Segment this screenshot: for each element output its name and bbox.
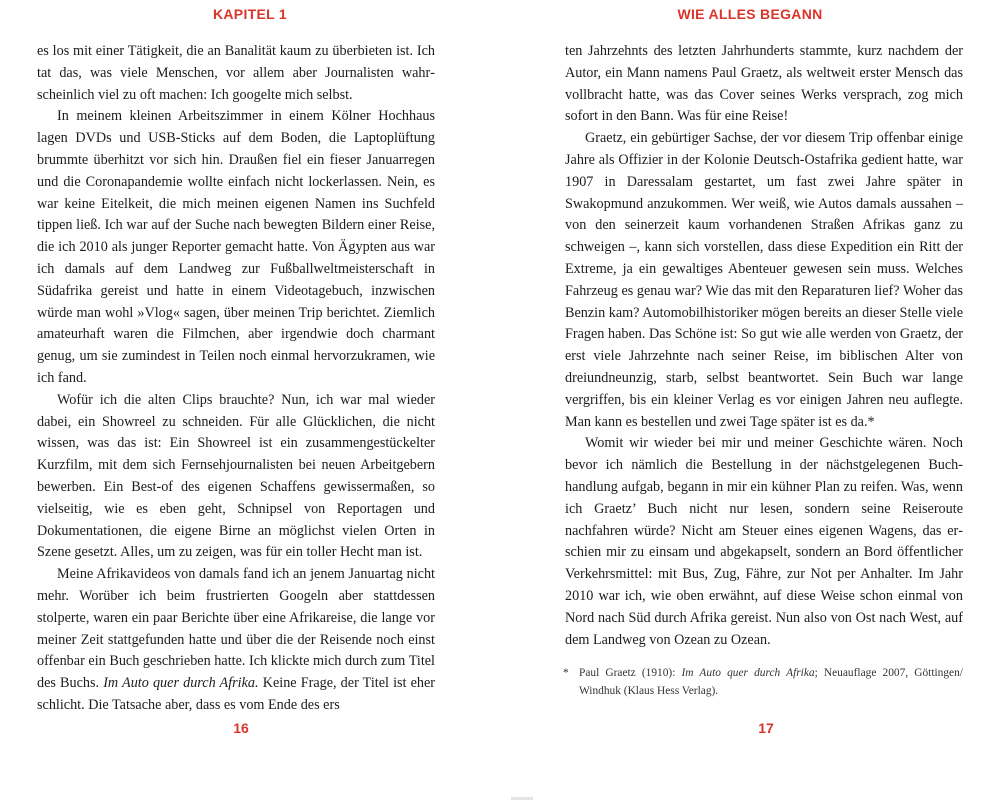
paragraph: Graetz, ein gebürtiger Sachse, der vor diesem Trip offenbar einige Jahre als Offizier in der Kolonie Deutsch-Ostafrika gedient hatte, war 1907 in Daressalam gestartet, um fast zwei Jahre später in Swakopmund anzukommen. Wer weiß, wie Autos damals aussahen – von den seinerzeit kaum vorhandenen Straßen Afrikas ganz zu schweigen –, kann sich vorstellen, dass diese Expedition ein Ritt der Extreme, ja ein gewaltiges Abenteuer gewesen sein muss. Welches Fahrzeug es genau war? Wie das mit den Reparaturen lief? Woher das Benzin kam? Automobilhistoriker mögen bereits an dieser Stelle viele Fragen haben. Das Schöne ist: So gut wie alle werden von Graetz, der erst viele Jahrzehnte nach seiner Reise, im biblischen Alter von dreiundneunzig, starb, selbst beantwortet. Sein Buch war lange vergriffen, bis ein kleiner Verlag es vor einigen Jahren neu auflegte. Man kann es bestellen und zwei Tage später ist es da.*	[565, 130, 963, 430]
paragraph: ten Jahrzehnts des letzten Jahrhunderts stammte, kurz nachdem der Autor, ein Mann namens Paul Graetz, als weltweit erster Mensch das vollbracht hatte, was das Cover seines Werks versprach, zog mich sofort in den Bann. Was für eine Reise!	[565, 43, 963, 125]
footnote-text	[565, 664, 963, 700]
paragraph: Wofür ich die alten Clips brauchte? Nun, ich war mal wieder dabei, ein Showreel zu schneiden. Für alle Glücklichen, die nicht wissen, was das ist: Ein Showreel ist ein zusammengestückelter Kurzfilm, mit dem sich Fernsehjournalisten bei neuen Arbeitgebern bewerben. Ein Best-of des eigenen Schaffens gewissermaßen, so vielseitig, wie es eben geht, Schnipsel von Reportagen und Dokumentationen, die eigene Birne an möglichst vielen Orten in Szene gesetzt. Alles, um zu zeigen, was für ein toller Hecht man ist.	[37, 391, 435, 561]
paragraph: es los mit einer Tätigkeit, die an Banalität kaum zu überbieten ist. Ich tat das, was viele Menschen, vor allem aber Journalisten wahrscheinlich viel zu oft machen: Ich googelte mich selbst.	[37, 43, 435, 103]
book-title-italic: Im Auto quer durch Afrika.	[103, 675, 259, 692]
running-head-section: WIE ALLES BEGANN	[677, 6, 823, 22]
footnote-publication: ; Neuauflage 2007, Göttingen/ Windhuk (Klaus Hess Verlag).	[579, 667, 963, 697]
page-number-right: 17	[758, 720, 774, 736]
paragraph: In meinem kleinen Arbeitszimmer in einem Kölner Hochhaus lagen DVDs und USB-Sticks auf dem Boden, die Laptoplüftung brummte überhitzt vor sich hin. Draußen fiel ein fieser Januarregen und die Coronapandemie wollte einfach nicht lockerlassen. Nein, es war keine Eitelkeit, die mich meinen eigenen Namen ins Suchfeld tippen ließ. Ich war auf der Suche nach bewegten Bildern einer Reise, die ich 2010 als junger Reporter gemacht hatte. Von Ägypten aus war ich damals auf dem Landweg zur Fußballweltmeisterschaft in Südafrika gereist und hatte in einem Videotagebuch, inzwischen würde man wohl »Vlog« sagen, über meinen Trip berichtet. Ziemlich amateurhaft waren die Filmchen, aber irgendwie doch charmant genug, um sie zumindest in Teilen noch einmal hervorzukramen, wie ich fand.	[37, 108, 435, 386]
footnote	[565, 664, 963, 700]
right-page-body	[565, 41, 963, 651]
running-head-chapter: KAPITEL 1	[212, 6, 287, 22]
paragraph: Womit wir wieder bei mir und meiner Geschichte wären. Noch bevor ich nämlich die Bestellung in der nächstgelegenen Buchhandlung aufgab, begann in mir ein kühner Plan zu reifen. Was, wenn ich Graetz’ Buch nicht nur lesen, sondern seine Reiseroute nachfahren würde? Nicht am Steuer eines eigenen Wagens, das erschien mir zu einsam und abgekapselt, sondern an Bord öffentlicher Verkehrsmittel: mit Bus, Zug, Fähre, zur Not per Anhalter. Im Jahr 2010 war ich, wie oben erwähnt, auf diese Weise schon einmal von Nord nach Süd durch Afrika gereist. Nun also von Ost nach West, auf dem Landweg von Ozean zu Ozean.	[565, 435, 963, 648]
paragraph-text: Keine Frage, der Titel ist eher schlicht. Die Tatsache aber, dass es vom Ende des ers	[37, 675, 436, 713]
footnote-author: Paul Graetz (1910):	[579, 667, 676, 679]
page-number-left: 16	[233, 720, 249, 736]
footnote-book-title: Im Auto quer durch Afrika	[681, 667, 815, 679]
left-page-body	[37, 41, 435, 717]
paragraph-text: Meine Afrikavideos von damals fand ich an jenem Januartag nicht mehr. Worüber ich beim frustrierten Googeln aber stattdessen stolperte, waren ein paar Berichte über eine Afrikareise, die lange vor meiner Zeit stattgefunden hatte und über die der Reisende noch einst offenbar ein Buch geschrieben hatte. Ich klickte mich durch zum Titel des Buchs.	[37, 566, 435, 692]
footnote-mark: *	[563, 667, 569, 679]
right-page	[500, 0, 1000, 800]
paragraph	[37, 564, 435, 717]
